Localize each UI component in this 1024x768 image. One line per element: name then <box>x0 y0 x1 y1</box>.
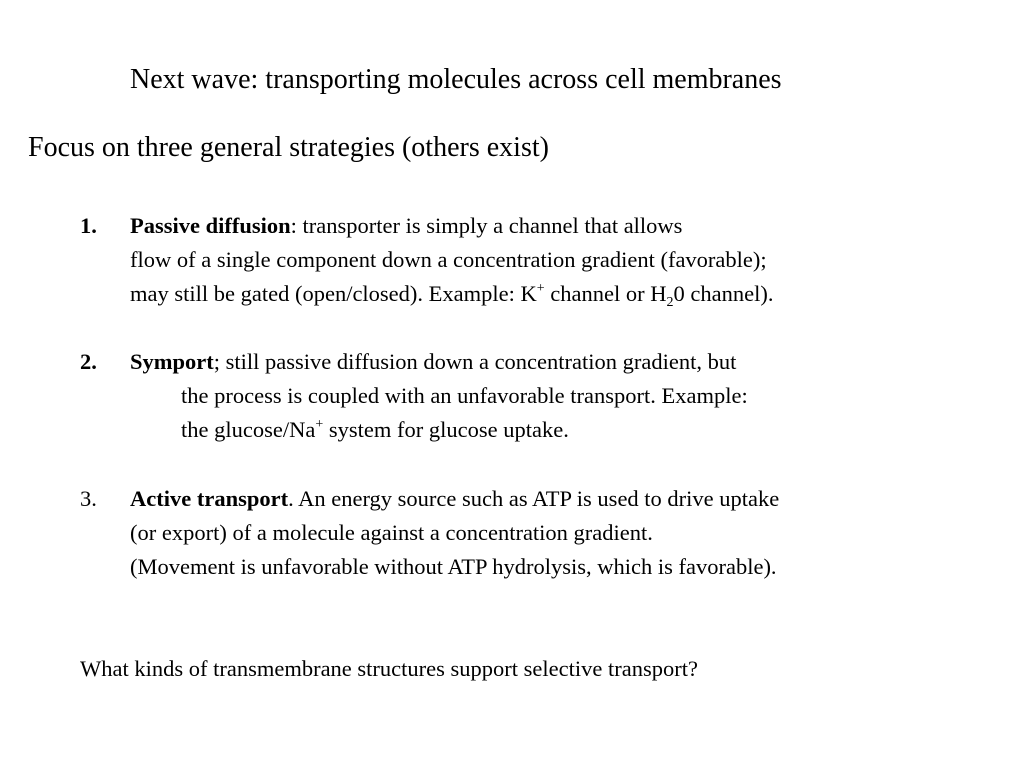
item-3-line-3: (Movement is unfavorable without ATP hydrolysis, which is favorable). <box>130 554 777 579</box>
item-1-line-1-text: : transporter is simply a channel that allows <box>290 213 683 238</box>
item-1-term: Passive diffusion <box>130 213 291 238</box>
item-1-number: 1. <box>80 213 97 238</box>
item-3-number: 3. <box>80 486 97 511</box>
item-2-line-3 <box>181 413 569 447</box>
item-2-term: Symport <box>130 349 214 374</box>
water-subscript: 2 <box>666 295 674 310</box>
item-1-line-1 <box>130 209 682 243</box>
item-2-line-3-a: the glucose/Na <box>181 417 316 442</box>
item-3-line-1 <box>130 482 779 516</box>
item-1-line-3 <box>130 277 773 311</box>
item-2-line-3-b: system for glucose uptake. <box>323 417 569 442</box>
sodium-charge-superscript: + <box>315 417 324 432</box>
item-1-line-3-c: 0 channel). <box>673 281 774 306</box>
slide-subtitle: Focus on three general strategies (others exist) <box>28 132 549 163</box>
item-1-line-3-a: may still be gated (open/closed). Example: K <box>130 281 537 306</box>
potassium-charge-superscript: + <box>536 281 545 296</box>
item-3-term: Active transport <box>130 486 289 511</box>
slide-title: Next wave: transporting molecules across cell membranes <box>130 64 782 95</box>
item-3-line-1-text: . An energy source such as ATP is used to drive uptake <box>288 486 780 511</box>
item-2-line-1 <box>130 345 736 379</box>
item-3-line-2: (or export) of a molecule against a concentration gradient. <box>130 520 653 545</box>
item-1-line-3-b: channel or H <box>544 281 667 306</box>
item-2-line-2: the process is coupled with an unfavorable transport. Example: <box>181 383 748 408</box>
item-2-line-1-text: ; still passive diffusion down a concentration gradient, but <box>213 349 737 374</box>
item-2-number: 2. <box>80 349 97 374</box>
closing-question: What kinds of transmembrane structures support selective transport? <box>80 656 698 681</box>
item-1-line-2: flow of a single component down a concentration gradient (favorable); <box>130 247 767 272</box>
